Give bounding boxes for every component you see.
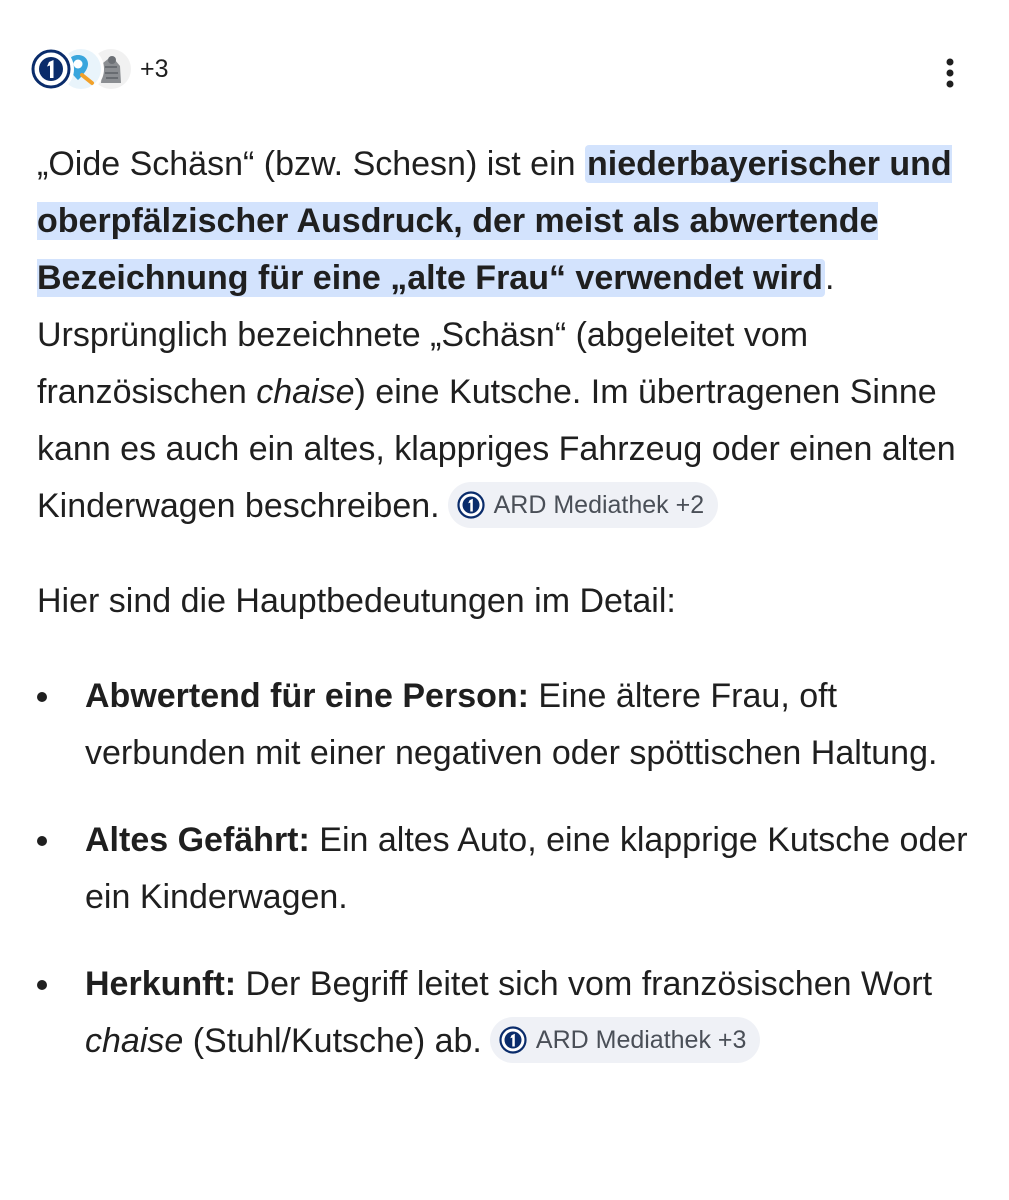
italic-term: chaise (256, 373, 355, 411)
list-item (37, 668, 977, 782)
highlighted-definition: niederbayerischer und oberpfälzischer Ausdruck, der meist als abwertende Bezeichnung für eine „alte Frau“ verwendet wird (37, 145, 952, 297)
list-item-title: Altes Gefährt: (85, 821, 310, 859)
source-chip-label: ARD Mediathek +3 (535, 1025, 747, 1054)
source-avatars-stack[interactable] (28, 44, 169, 94)
more-sources-count: +3 (140, 54, 169, 83)
list-item-text-end: (Stuhl/Kutsche) ab. (183, 1022, 482, 1060)
list-item-text: Eine ältere Frau, oft verbunden mit einer negativen oder spöttischen Haltung. (85, 677, 938, 772)
intro-text: „Oide Schäsn“ (bzw. Schesn) ist ein (37, 145, 586, 183)
source-chip[interactable] (490, 1017, 761, 1063)
meanings-list (37, 668, 977, 1070)
paragraph-text-end: ) eine Kutsche. Im übertragenen Sinne kann es auch ein altes, klappriges Fahrzeug oder einen alten Kinderwagen beschreiben. (37, 373, 956, 525)
list-item (37, 956, 977, 1070)
ard-logo-icon (28, 46, 74, 92)
bullet (37, 836, 47, 846)
answer-paragraph (37, 136, 977, 535)
list-item-title: Abwertend für eine Person: (85, 677, 529, 715)
ard-logo-icon (498, 1025, 528, 1055)
bullet (37, 980, 47, 990)
answer-body (37, 136, 977, 1100)
more-options-icon[interactable] (930, 52, 970, 92)
list-item-text: Ein altes Auto, eine klapprige Kutsche oder ein Kinderwagen. (85, 821, 968, 916)
ard-logo-icon (456, 490, 486, 520)
list-item-text: Der Begriff leitet sich vom französischen Wort (236, 965, 933, 1003)
list-item (37, 812, 977, 926)
details-intro: Hier sind die Hauptbedeutungen im Detail: (37, 582, 676, 620)
source-chip-label: ARD Mediathek +2 (493, 490, 705, 519)
paragraph-text: . Ursprünglich bezeichnete „Schäsn“ (abgeleitet vom französischen (37, 259, 835, 411)
answer-header (0, 0, 1009, 130)
italic-term: chaise (85, 1022, 184, 1060)
bullet (37, 692, 47, 702)
list-item-title: Herkunft: (85, 965, 237, 1003)
source-chip[interactable] (448, 482, 719, 528)
